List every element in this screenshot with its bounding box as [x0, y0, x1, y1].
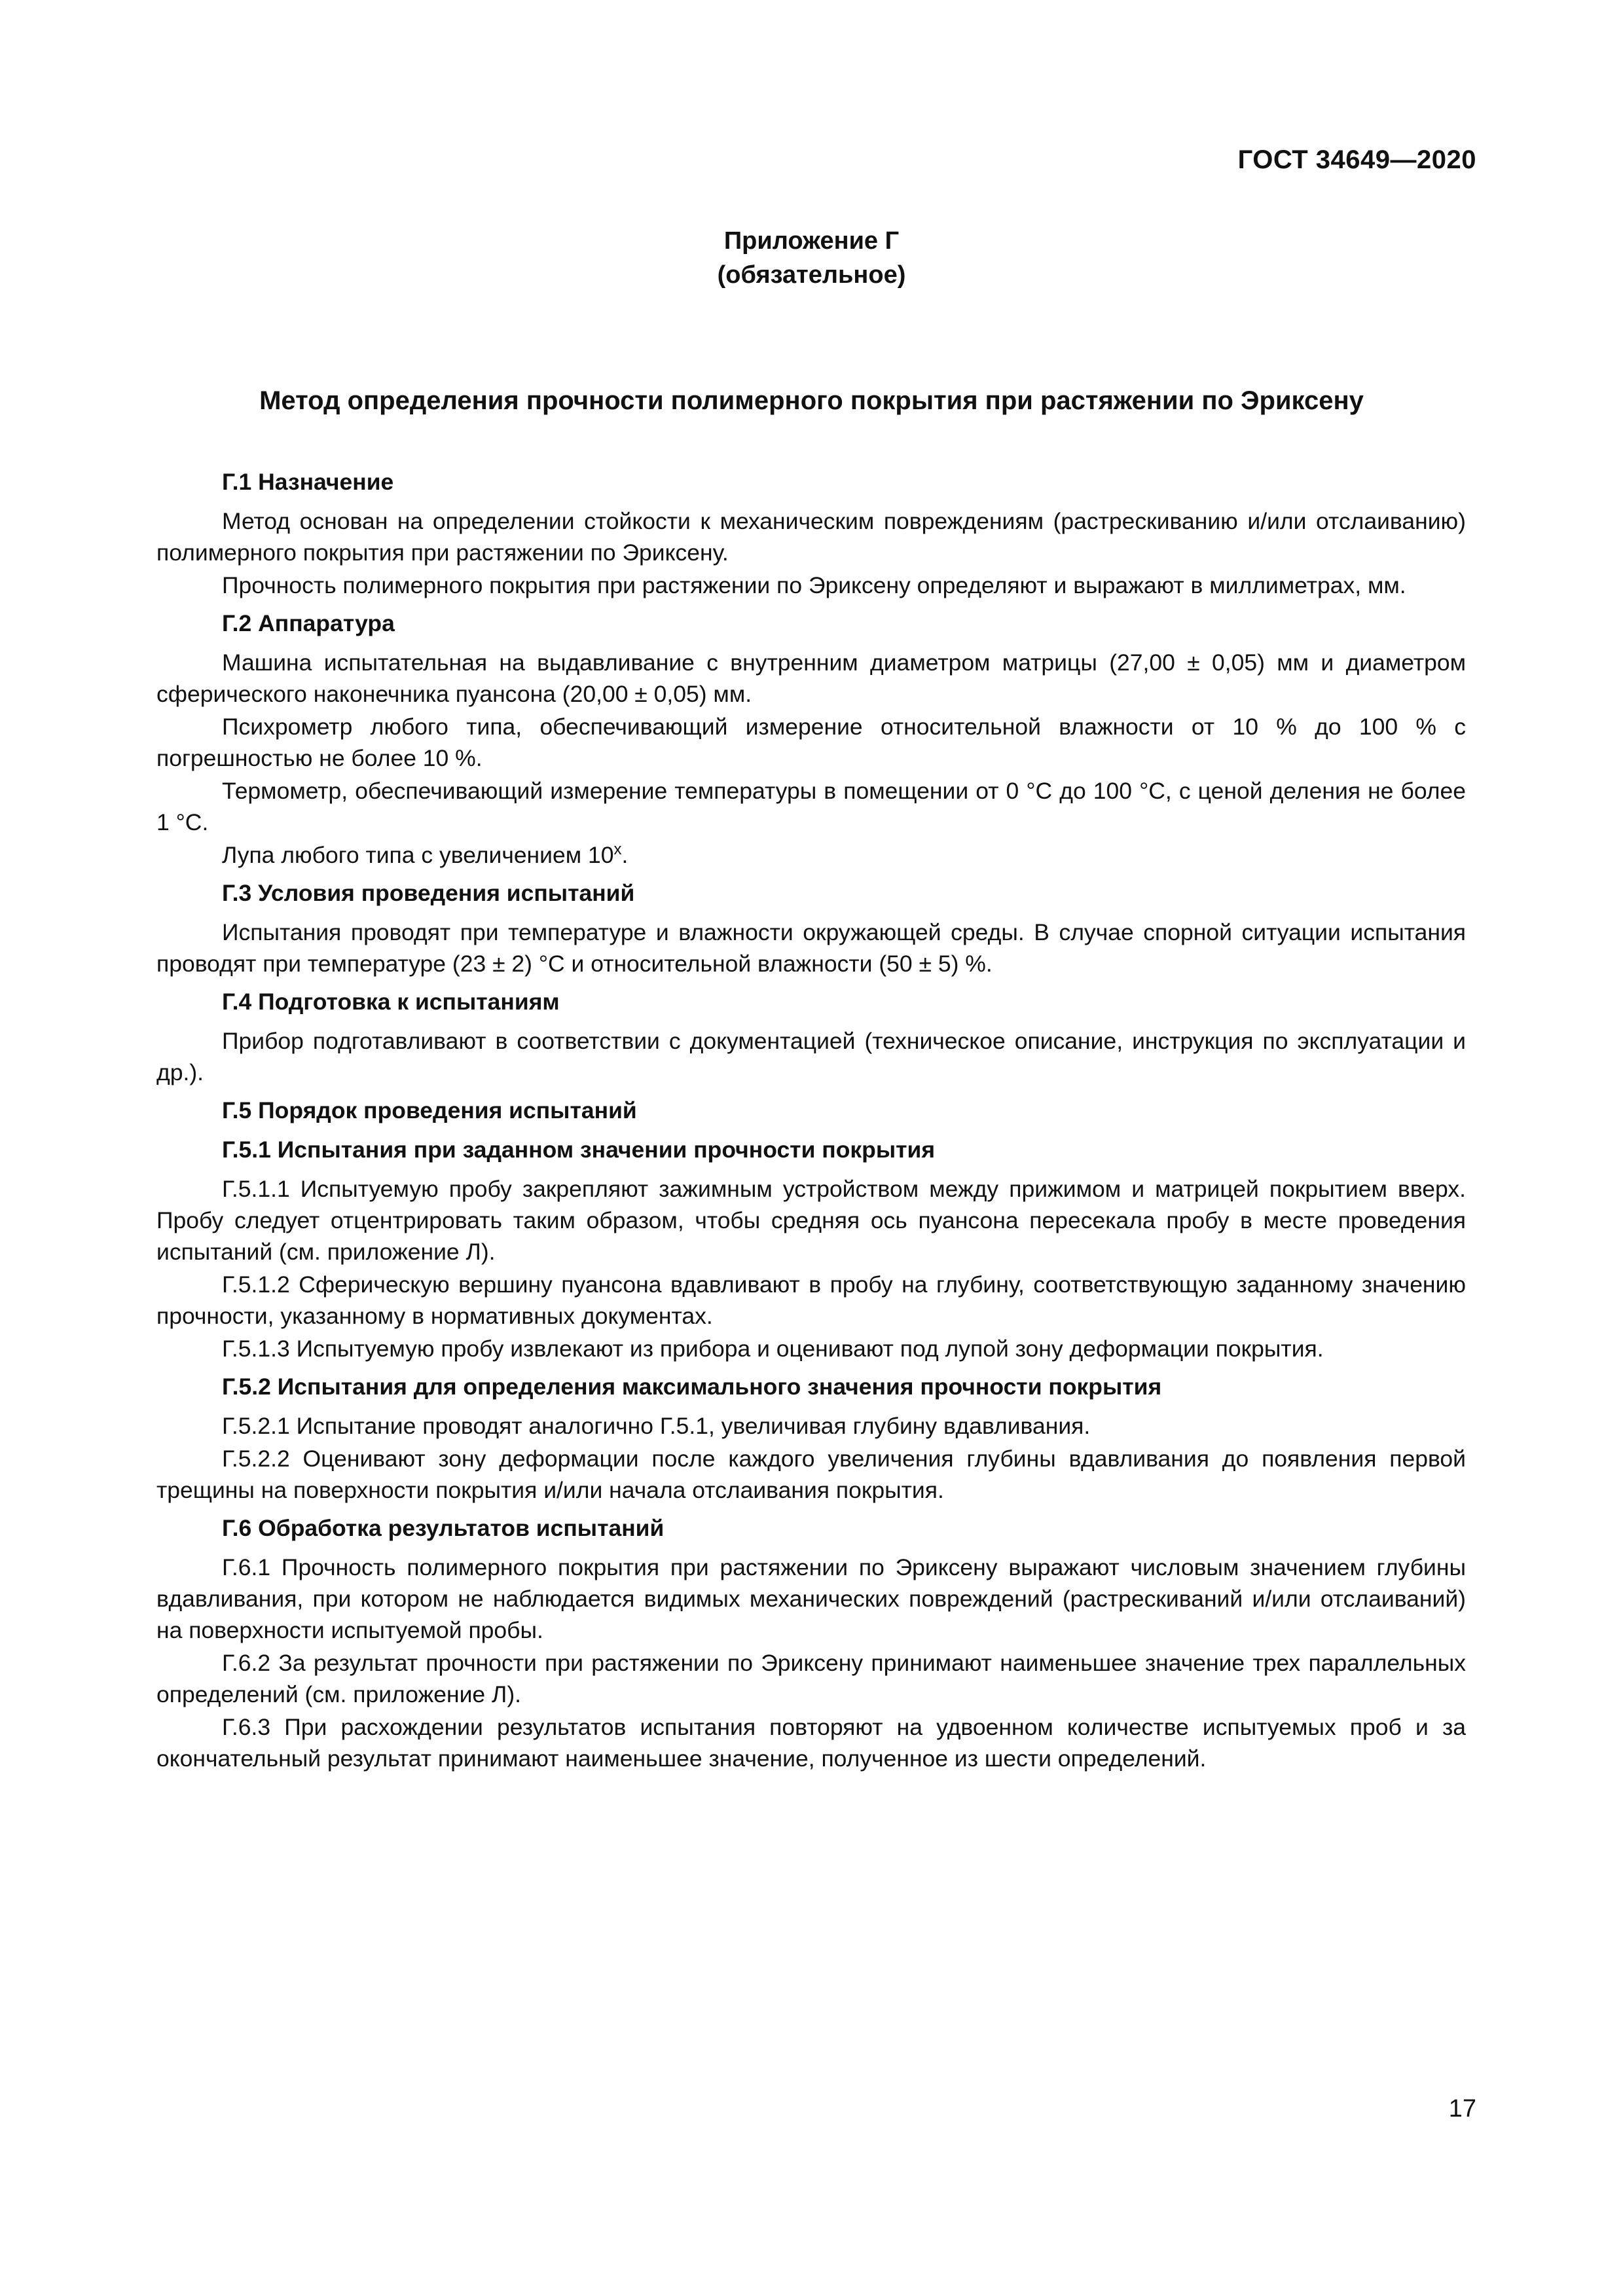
annex-status: (обязательное) [717, 261, 906, 289]
paragraph: Г.6.2 За результат прочности при растяжении по Эриксену принимают наименьшее значение трех параллельных определений (см. приложение Л). [156, 1650, 1466, 1707]
paragraph: Г.5.2.2 Оценивают зону деформации после каждого увеличения глубины вдавливания до появления первой трещины на поверхности покрытия и/или начала отслаивания покрытия. [156, 1446, 1466, 1503]
paragraph: Термометр, обеспечивающий измерение температуры в помещении от 0 °С до 100 °С, с ценой деления не более 1 °С. [156, 778, 1466, 835]
paragraph: Машина испытательная на выдавливание с внутренним диаметром матрицы (27,00 ± 0,05) мм и диаметром сферического наконечника пуансона (20,00 ± 0,05) мм. [156, 649, 1466, 707]
document-body [156, 466, 1466, 1776]
standard-code: ГОСТ 34649—2020 [1237, 145, 1476, 174]
paragraph: Г.5.1.3 Испытуемую пробу извлекают из прибора и оценивают под лупой зону деформации покрытия. [222, 1336, 1324, 1362]
document-title: Метод определения прочности полимерного покрытия при растяжении по Эриксену [259, 386, 1364, 415]
magnification-superscript: x [613, 841, 622, 859]
paragraph-magnifier [156, 839, 1466, 871]
magnifier-text: Лупа любого типа с увеличением 10 [222, 842, 614, 868]
paragraph: Испытания проводят при температуре и влажности окружающей среды. В случае спорной ситуации испытания проводят при температуре (23 ± 2) °С и относительной влажности (50 ± 5) %. [156, 919, 1466, 977]
section-heading-g6: Г.6 Обработка результатов испытаний [222, 1515, 665, 1541]
paragraph: Прибор подготавливают в соответствии с документацией (техническое описание, инструкция по эксплуатации и др.). [156, 1028, 1466, 1085]
paragraph: Психрометр любого типа, обеспечивающий измерение относительной влажности от 10 % до 100 % с погрешностью не более 10 %. [156, 714, 1466, 771]
paragraph: Г.5.1.2 Сферическую вершину пуансона вдавливают в пробу на глубину, соответствующую заданному значению прочности, указанному в нормативных документах. [156, 1271, 1466, 1329]
paragraph: Г.6.3 При расхождении результатов испытания повторяют на удвоенном количестве испытуемых проб и за окончательный результат принимают наименьшее значение, полученное из шести определений. [156, 1714, 1466, 1772]
section-heading-g2: Г.2 Аппаратура [222, 610, 395, 636]
section-heading-g5-2: Г.5.2 Испытания для определения максимального значения прочности покрытия [222, 1374, 1162, 1400]
paragraph: Г.5.1.1 Испытуемую пробу закрепляют зажимным устройством между прижимом и матрицей покрытием вверх. Пробу следует отцентрировать таким образом, чтобы средняя ось пуансона пересекала пробу в месте проведения испытаний (см. приложение Л). [156, 1176, 1466, 1265]
section-heading-g3: Г.3 Условия проведения испытаний [222, 880, 635, 906]
paragraph: Г.6.1 Прочность полимерного покрытия при растяжении по Эриксену выражают числовым значением глубины вдавливания, при котором не наблюдается видимых механических повреждений (растрескиваний и/или отслаиваний) на поверхности испытуемой пробы. [156, 1554, 1466, 1643]
section-heading-g5-1: Г.5.1 Испытания при заданном значении прочности покрытия [222, 1137, 936, 1163]
annex-title: Приложение Г [723, 227, 900, 255]
annex-header [0, 224, 1623, 292]
page-number: 17 [1448, 2095, 1476, 2123]
paragraph: Прочность полимерного покрытия при растяжении по Эриксену определяют и выражают в миллиметрах, мм. [222, 572, 1406, 598]
section-heading-g5: Г.5 Порядок проведения испытаний [222, 1097, 637, 1123]
magnifier-text-end: . [621, 842, 629, 868]
section-heading-g4: Г.4 Подготовка к испытаниям [222, 989, 560, 1015]
section-heading-g1: Г.1 Назначение [222, 469, 394, 495]
paragraph: Метод основан на определении стойкости к механическим повреждениям (растрескиванию и/или отслаиванию) полимерного покрытия при растяжении по Эриксену. [156, 508, 1466, 566]
paragraph: Г.5.2.1 Испытание проводят аналогично Г.5.1, увеличивая глубину вдавливания. [222, 1413, 1091, 1439]
